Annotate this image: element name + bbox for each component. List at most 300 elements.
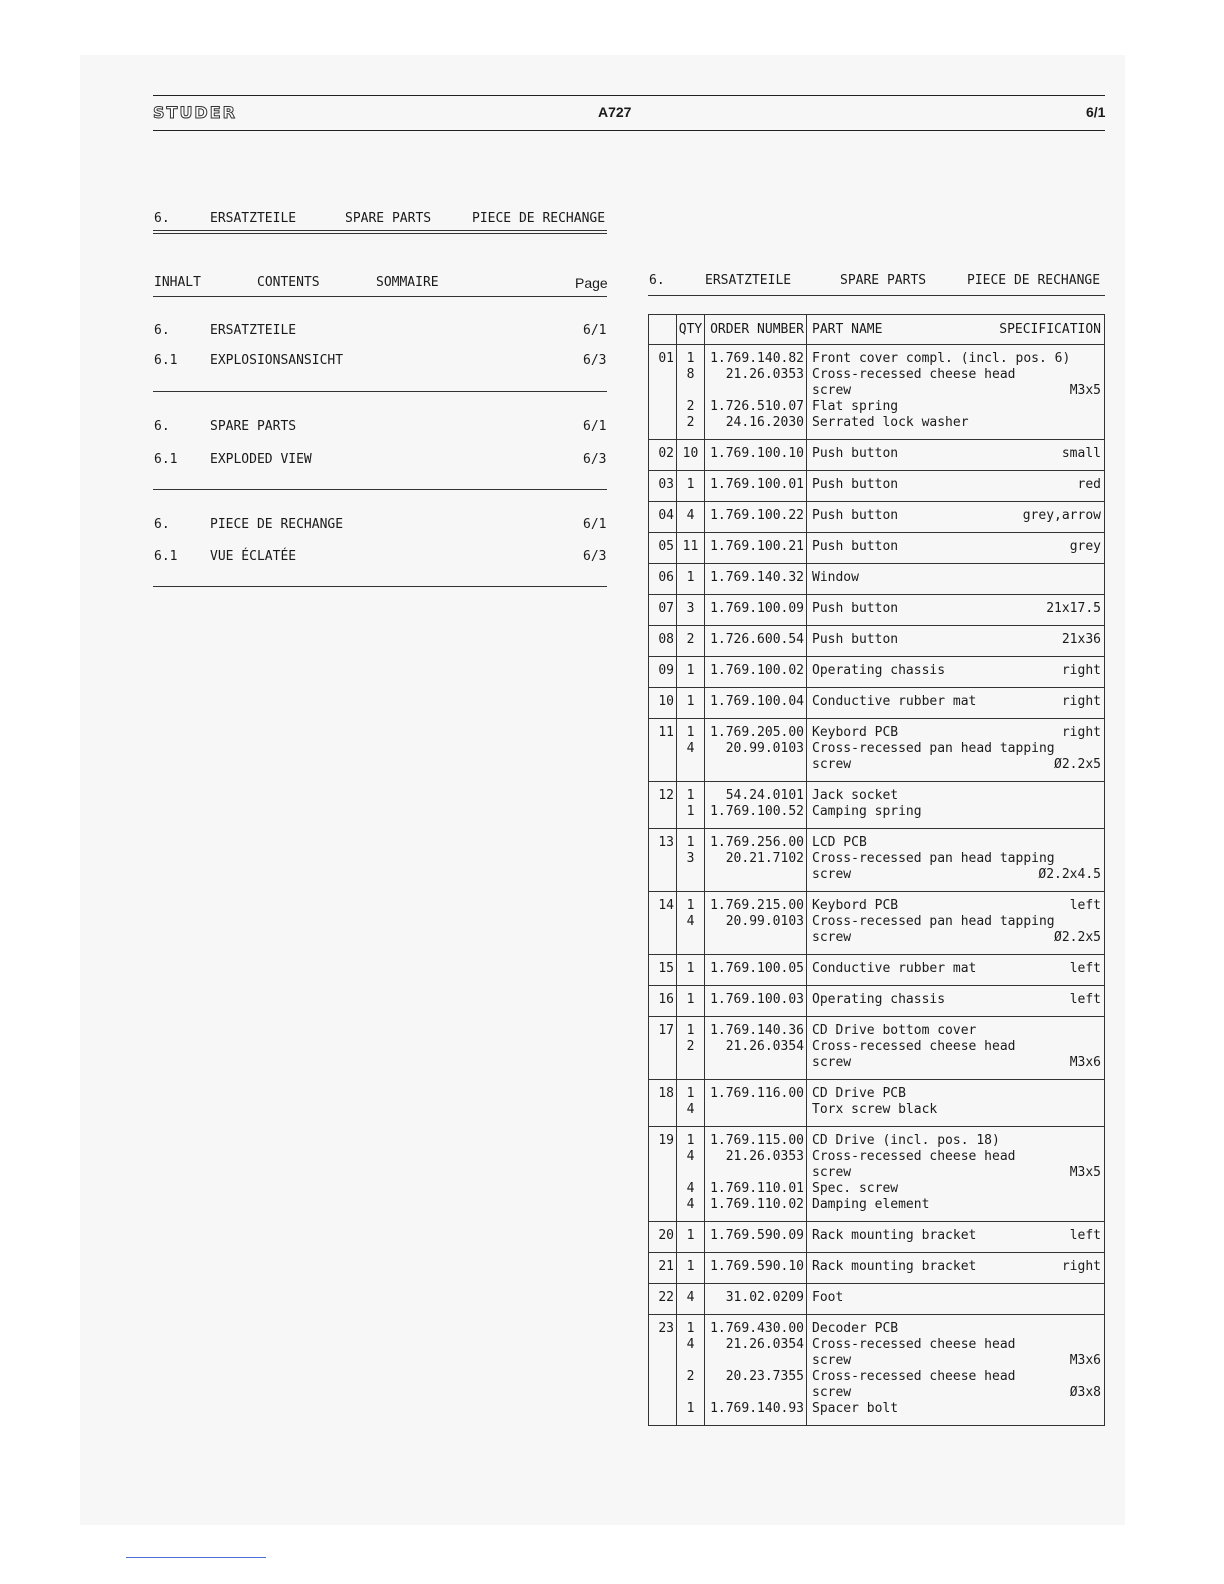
order-number-value: 21.26.0354 xyxy=(725,1337,804,1352)
part-name-value: Keybord PCB xyxy=(812,898,899,913)
qty-value: 4 xyxy=(686,1337,695,1352)
part-name-value: Push button xyxy=(812,539,899,554)
part-name-value: screw xyxy=(812,1165,852,1180)
specification-value: 21x36 xyxy=(1061,632,1101,647)
part-name-cell xyxy=(807,1253,1105,1284)
part-name-cell xyxy=(807,986,1105,1017)
qty-value: 2 xyxy=(686,1369,695,1384)
qty-value: 10 xyxy=(682,446,699,461)
order-number-value: 1.769.256.00 xyxy=(710,835,804,850)
section-title-fr: PIECE DE RECHANGE xyxy=(472,211,606,226)
qty-value: 3 xyxy=(686,851,695,866)
specification-value: 21x17.5 xyxy=(1046,601,1101,616)
part-name-cell xyxy=(807,502,1105,533)
qty-value: 1 xyxy=(686,961,695,976)
position-number: 06 xyxy=(658,570,674,585)
qty-cell xyxy=(677,657,705,688)
qty-cell xyxy=(677,1315,705,1426)
position-number: 15 xyxy=(658,961,674,976)
parts-table xyxy=(648,314,1105,1426)
qty-value xyxy=(677,1165,704,1181)
qty-cell xyxy=(677,1284,705,1315)
part-name-value: CD Drive PCB xyxy=(812,1086,906,1101)
toc-divider xyxy=(153,391,607,392)
parts-title-de: ERSATZTEILE xyxy=(705,273,792,288)
position-cell xyxy=(649,626,677,657)
order-number-cell xyxy=(705,657,807,688)
qty-value: 2 xyxy=(686,1039,695,1054)
qty-value: 4 xyxy=(686,1149,695,1164)
qty-value: 1 xyxy=(686,804,695,819)
toc-label[interactable]: VUE ÉCLATÉE xyxy=(210,549,297,564)
qty-cell xyxy=(677,1080,705,1127)
col-pos xyxy=(649,315,677,345)
part-name-value: Push button xyxy=(812,632,899,647)
toc-label[interactable]: EXPLOSIONSANSICHT xyxy=(210,353,344,368)
position-cell xyxy=(649,595,677,626)
position-cell xyxy=(649,1222,677,1253)
part-name-value: screw xyxy=(812,1055,852,1070)
part-name-value: Conductive rubber mat xyxy=(812,694,977,709)
part-name-value: Window xyxy=(812,570,859,585)
part-name-value: Cross-recessed cheese head xyxy=(812,1337,1016,1352)
order-number-value xyxy=(705,1165,804,1181)
part-name-value: Push button xyxy=(812,477,899,492)
part-name-cell xyxy=(807,533,1105,564)
table-row[interactable] xyxy=(649,471,1105,502)
position-number: 03 xyxy=(658,477,674,492)
part-name-value: Cross-recessed cheese head xyxy=(812,1369,1016,1384)
table-row[interactable] xyxy=(649,1284,1105,1315)
table-row[interactable] xyxy=(649,564,1105,595)
order-number-value: 1.769.140.82 xyxy=(710,351,804,366)
table-row[interactable] xyxy=(649,626,1105,657)
order-number-value: 24.16.2030 xyxy=(725,415,804,430)
position-cell xyxy=(649,471,677,502)
position-cell xyxy=(649,1315,677,1426)
qty-value: 3 xyxy=(686,601,695,616)
part-name-value: CD Drive (incl. pos. 18) xyxy=(812,1133,1000,1148)
qty-value: 1 xyxy=(686,694,695,709)
table-row[interactable] xyxy=(649,657,1105,688)
order-number-value: 1.769.100.52 xyxy=(710,804,804,819)
order-number-value: 1.769.110.02 xyxy=(710,1197,804,1212)
order-number-value: 1.769.590.09 xyxy=(710,1228,804,1243)
part-name-value: Rack mounting bracket xyxy=(812,1228,977,1243)
qty-value: 1 xyxy=(686,788,695,803)
order-number-cell xyxy=(705,1017,807,1080)
qty-value: 2 xyxy=(686,399,695,414)
order-number-value: 1.769.215.00 xyxy=(710,898,804,913)
specification-value: left xyxy=(1069,1228,1101,1243)
order-number-value: 1.769.115.00 xyxy=(710,1133,804,1148)
table-row[interactable] xyxy=(649,1222,1105,1253)
order-number-value xyxy=(705,1102,804,1118)
position-number: 13 xyxy=(658,835,674,850)
qty-value xyxy=(677,1353,704,1369)
order-number-value: 21.26.0354 xyxy=(725,1039,804,1054)
table-row[interactable] xyxy=(649,986,1105,1017)
qty-value: 4 xyxy=(686,508,695,523)
order-number-value: 1.769.590.10 xyxy=(710,1259,804,1274)
order-number-value: 1.769.100.04 xyxy=(710,694,804,709)
position-cell xyxy=(649,345,677,440)
part-name-value: Jack socket xyxy=(812,788,899,803)
toc-header-fr: SOMMAIRE xyxy=(376,275,439,290)
qty-value xyxy=(677,867,704,883)
qty-cell xyxy=(677,829,705,892)
order-number-value: 1.726.510.07 xyxy=(710,399,804,414)
part-name-value: Spec. screw xyxy=(812,1181,899,1196)
position-cell xyxy=(649,564,677,595)
part-name-cell xyxy=(807,955,1105,986)
toc-num: 6.1 xyxy=(154,353,178,368)
position-number: 05 xyxy=(658,539,674,554)
part-name-value: Cross-recessed cheese head xyxy=(812,1149,1016,1164)
specification-value: left xyxy=(1069,961,1101,976)
part-name-value: Damping element xyxy=(812,1197,930,1212)
specification-value: grey,arrow xyxy=(1022,508,1101,523)
qty-value: 1 xyxy=(686,477,695,492)
part-name-cell xyxy=(807,1315,1105,1426)
part-name-value: screw xyxy=(812,1385,852,1400)
qty-cell xyxy=(677,1222,705,1253)
position-number: 08 xyxy=(658,632,674,647)
qty-value: 2 xyxy=(686,632,695,647)
toc-num: 6.1 xyxy=(154,452,178,467)
order-number-cell xyxy=(705,829,807,892)
order-number-cell xyxy=(705,1127,807,1222)
order-number-value: 1.769.100.02 xyxy=(710,663,804,678)
part-name-cell xyxy=(807,1284,1105,1315)
position-cell xyxy=(649,1017,677,1080)
toc-header-de: INHALT xyxy=(154,275,201,290)
qty-value: 1 xyxy=(686,1023,695,1038)
table-row[interactable] xyxy=(649,719,1105,782)
position-cell xyxy=(649,1253,677,1284)
position-cell xyxy=(649,502,677,533)
col-qty: QTY xyxy=(677,315,705,345)
order-number-value: 1.769.100.05 xyxy=(710,961,804,976)
order-number-cell xyxy=(705,1080,807,1127)
part-name-cell xyxy=(807,440,1105,471)
table-row[interactable] xyxy=(649,1315,1105,1426)
qty-value: 1 xyxy=(686,1086,695,1101)
position-cell xyxy=(649,657,677,688)
position-number: 01 xyxy=(658,351,674,366)
toc-header-rule xyxy=(153,296,607,297)
table-row[interactable] xyxy=(649,829,1105,892)
part-name-cell xyxy=(807,564,1105,595)
specification-value: left xyxy=(1069,992,1101,1007)
qty-value: 1 xyxy=(686,663,695,678)
qty-value: 11 xyxy=(682,539,699,554)
part-name-cell xyxy=(807,688,1105,719)
part-name-value: Rack mounting bracket xyxy=(812,1259,977,1274)
section-number: 6. xyxy=(154,211,170,226)
toc-label[interactable]: SPARE PARTS xyxy=(210,419,297,434)
order-number-value: 21.26.0353 xyxy=(725,1149,804,1164)
part-name-cell xyxy=(807,657,1105,688)
qty-value: 1 xyxy=(686,992,695,1007)
qty-cell xyxy=(677,1017,705,1080)
order-number-cell xyxy=(705,719,807,782)
order-number-cell xyxy=(705,688,807,719)
qty-cell xyxy=(677,782,705,829)
part-name-value: Spacer bolt xyxy=(812,1401,899,1416)
specification-value: left xyxy=(1069,898,1101,913)
position-number: 21 xyxy=(658,1259,674,1274)
part-name-value: Front cover compl. (incl. pos. 6) xyxy=(812,351,1071,366)
qty-value xyxy=(677,757,704,773)
qty-cell xyxy=(677,471,705,502)
col-order-number: ORDER NUMBER xyxy=(705,315,807,345)
qty-value: 1 xyxy=(686,1228,695,1243)
toc-header-en: CONTENTS xyxy=(257,275,320,290)
part-name-cell xyxy=(807,1017,1105,1080)
qty-value: 1 xyxy=(686,1401,695,1416)
order-number-value: 1.769.100.22 xyxy=(710,508,804,523)
toc-num: 6. xyxy=(154,419,170,434)
order-number-cell xyxy=(705,440,807,471)
qty-value: 1 xyxy=(686,570,695,585)
qty-value: 1 xyxy=(686,1259,695,1274)
qty-value xyxy=(677,930,704,946)
qty-cell xyxy=(677,564,705,595)
qty-value xyxy=(677,1055,704,1071)
order-number-value: 1.769.140.93 xyxy=(710,1401,804,1416)
specification-value: M3x5 xyxy=(1069,1165,1101,1180)
order-number-value xyxy=(705,1385,804,1401)
part-name-cell xyxy=(807,719,1105,782)
position-number: 14 xyxy=(658,898,674,913)
position-number: 11 xyxy=(658,725,674,740)
position-number: 18 xyxy=(658,1086,674,1101)
specification-value: right xyxy=(1061,663,1101,678)
part-name-value: Conductive rubber mat xyxy=(812,961,977,976)
position-number: 22 xyxy=(658,1290,674,1305)
qty-cell xyxy=(677,955,705,986)
part-name-cell xyxy=(807,471,1105,502)
order-number-cell xyxy=(705,892,807,955)
part-name-cell xyxy=(807,1080,1105,1127)
qty-value: 1 xyxy=(686,898,695,913)
part-name-value: Decoder PCB xyxy=(812,1321,899,1336)
col-specification-label: SPECIFICATION xyxy=(999,322,1101,337)
table-row[interactable] xyxy=(649,1017,1105,1080)
part-name-value: Torx screw black xyxy=(812,1102,938,1117)
qty-value: 4 xyxy=(686,741,695,756)
part-name-value: Cross-recessed pan head tapping xyxy=(812,914,1055,929)
order-number-value: 20.99.0103 xyxy=(725,914,804,929)
qty-cell xyxy=(677,440,705,471)
position-number: 17 xyxy=(658,1023,674,1038)
specification-value: right xyxy=(1061,725,1101,740)
order-number-value: 1.769.100.10 xyxy=(710,446,804,461)
part-name-cell xyxy=(807,892,1105,955)
position-cell xyxy=(649,955,677,986)
table-row[interactable] xyxy=(649,595,1105,626)
page-number: 6/1 xyxy=(1086,104,1106,120)
position-cell xyxy=(649,782,677,829)
toc-page: 6/1 xyxy=(583,419,607,434)
order-number-value: 20.23.7355 xyxy=(725,1369,804,1384)
order-number-cell xyxy=(705,345,807,440)
order-number-cell xyxy=(705,533,807,564)
qty-cell xyxy=(677,688,705,719)
specification-value: Ø2.2x5 xyxy=(1054,757,1101,772)
part-name-value: screw xyxy=(812,1353,852,1368)
specification-value: M3x6 xyxy=(1069,1353,1101,1368)
order-number-value: 1.769.116.00 xyxy=(710,1086,804,1101)
order-number-value: 20.99.0103 xyxy=(725,741,804,756)
section-title-en: SPARE PARTS xyxy=(345,211,432,226)
specification-value: Ø2.2x4.5 xyxy=(1038,867,1101,882)
part-name-value: Flat spring xyxy=(812,399,899,414)
order-number-value: 1.769.430.00 xyxy=(710,1321,804,1336)
table-row[interactable] xyxy=(649,440,1105,471)
part-name-value: LCD PCB xyxy=(812,835,867,850)
order-number-value: 1.726.600.54 xyxy=(710,632,804,647)
qty-value: 1 xyxy=(686,835,695,850)
header-bottom-rule xyxy=(153,130,1105,131)
order-number-value xyxy=(705,383,804,399)
qty-cell xyxy=(677,502,705,533)
order-number-value: 1.769.205.00 xyxy=(710,725,804,740)
part-name-value: screw xyxy=(812,383,852,398)
qty-cell xyxy=(677,345,705,440)
qty-value: 1 xyxy=(686,1133,695,1148)
order-number-cell xyxy=(705,502,807,533)
part-name-value: screw xyxy=(812,757,852,772)
qty-value: 4 xyxy=(686,1290,695,1305)
position-cell xyxy=(649,719,677,782)
specification-value: M3x6 xyxy=(1069,1055,1101,1070)
position-cell xyxy=(649,1080,677,1127)
qty-value: 1 xyxy=(686,1321,695,1336)
parts-title-fr: PIECE DE RECHANGE xyxy=(967,273,1101,288)
specification-value: grey xyxy=(1069,539,1101,554)
table-row[interactable] xyxy=(649,1127,1105,1222)
parts-table-header xyxy=(649,315,1105,345)
part-name-cell xyxy=(807,345,1105,440)
order-number-cell xyxy=(705,1253,807,1284)
position-cell xyxy=(649,533,677,564)
part-name-value: screw xyxy=(812,930,852,945)
toc-label[interactable]: EXPLODED VIEW xyxy=(210,452,312,467)
part-name-value: Serrated lock washer xyxy=(812,415,969,430)
order-number-cell xyxy=(705,564,807,595)
table-row[interactable] xyxy=(649,1253,1105,1284)
table-row[interactable] xyxy=(649,1080,1105,1127)
toc-page: 6/1 xyxy=(583,323,607,338)
toc-page: 6/1 xyxy=(583,517,607,532)
header-top-rule xyxy=(153,95,1105,96)
toc-label[interactable]: PIECE DE RECHANGE xyxy=(210,517,344,532)
qty-cell xyxy=(677,626,705,657)
order-number-cell xyxy=(705,782,807,829)
part-name-value: Camping spring xyxy=(812,804,922,819)
order-number-cell xyxy=(705,626,807,657)
table-row[interactable] xyxy=(649,892,1105,955)
order-number-cell xyxy=(705,1284,807,1315)
order-number-value: 1.769.140.32 xyxy=(710,570,804,585)
part-name-cell xyxy=(807,1222,1105,1253)
part-name-value: Operating chassis xyxy=(812,992,946,1007)
part-name-value: Cross-recessed cheese head xyxy=(812,367,1016,382)
table-row[interactable] xyxy=(649,782,1105,829)
toc-divider xyxy=(153,586,607,587)
position-cell xyxy=(649,1284,677,1315)
qty-value: 1 xyxy=(686,725,695,740)
parts-title-en: SPARE PARTS xyxy=(840,273,927,288)
part-name-cell xyxy=(807,626,1105,657)
position-number: 07 xyxy=(658,601,674,616)
col-part-name xyxy=(807,315,1105,345)
table-row[interactable] xyxy=(649,688,1105,719)
order-number-value: 1.769.100.09 xyxy=(710,601,804,616)
part-name-value: Foot xyxy=(812,1290,844,1305)
order-number-value: 1.769.100.21 xyxy=(710,539,804,554)
order-number-value xyxy=(705,1055,804,1071)
part-name-value: Cross-recessed cheese head xyxy=(812,1039,1016,1054)
toc-page: 6/3 xyxy=(583,353,607,368)
order-number-value: 1.769.110.01 xyxy=(710,1181,804,1196)
table-row[interactable] xyxy=(649,502,1105,533)
toc-num: 6. xyxy=(154,517,170,532)
order-number-value: 21.26.0353 xyxy=(725,367,804,382)
qty-value: 4 xyxy=(686,914,695,929)
table-row[interactable] xyxy=(649,345,1105,440)
order-number-value: 1.769.100.01 xyxy=(710,477,804,492)
position-number: 19 xyxy=(658,1133,674,1148)
toc-label[interactable]: ERSATZTEILE xyxy=(210,323,297,338)
position-cell xyxy=(649,1127,677,1222)
position-number: 02 xyxy=(658,446,674,461)
part-name-value: screw xyxy=(812,867,852,882)
order-number-cell xyxy=(705,471,807,502)
specification-value: right xyxy=(1061,694,1101,709)
specification-value: Ø2.2x5 xyxy=(1054,930,1101,945)
order-number-cell xyxy=(705,595,807,626)
order-number-value: 20.21.7102 xyxy=(725,851,804,866)
col-part-name-label: PART NAME xyxy=(812,322,883,337)
specification-value: small xyxy=(1061,446,1101,461)
position-cell xyxy=(649,986,677,1017)
order-number-value: 1.769.140.36 xyxy=(710,1023,804,1038)
qty-value: 4 xyxy=(686,1181,695,1196)
position-number: 09 xyxy=(658,663,674,678)
qty-value: 2 xyxy=(686,415,695,430)
part-name-cell xyxy=(807,829,1105,892)
position-cell xyxy=(649,829,677,892)
toc-header-page: Page xyxy=(575,275,608,291)
specification-value: M3x5 xyxy=(1069,383,1101,398)
order-number-cell xyxy=(705,955,807,986)
qty-cell xyxy=(677,1253,705,1284)
order-number-value: 1.769.100.03 xyxy=(710,992,804,1007)
table-row[interactable] xyxy=(649,955,1105,986)
section-title-de: ERSATZTEILE xyxy=(210,211,297,226)
part-name-value: Push button xyxy=(812,446,899,461)
qty-value xyxy=(677,383,704,399)
position-cell xyxy=(649,892,677,955)
section-title-underline xyxy=(153,230,607,234)
parts-title-rule xyxy=(648,295,1105,296)
toc-page: 6/3 xyxy=(583,452,607,467)
table-row[interactable] xyxy=(649,533,1105,564)
order-number-value xyxy=(705,867,804,883)
